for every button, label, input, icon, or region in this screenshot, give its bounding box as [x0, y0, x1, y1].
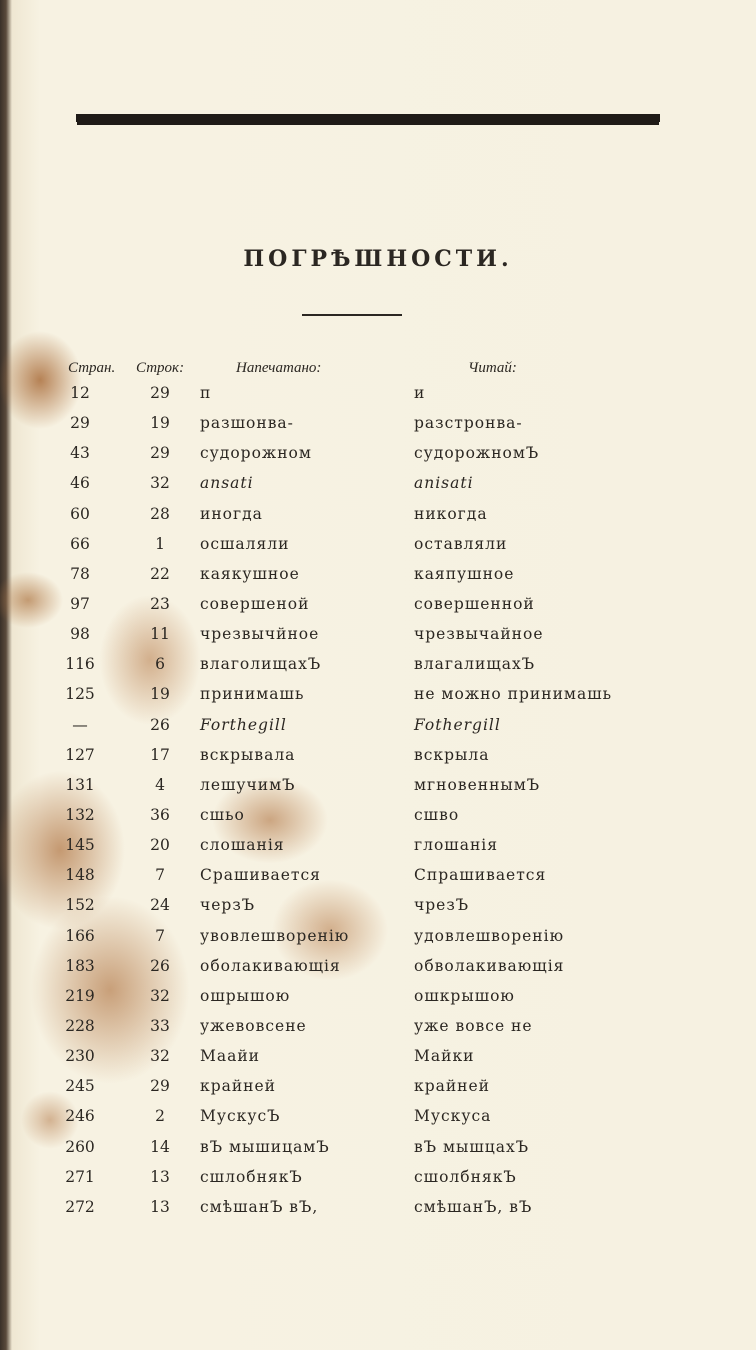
errata-row	[0, 862, 756, 892]
errata-row	[0, 742, 756, 772]
errata-row	[0, 591, 756, 621]
printed-text: оболакивающія	[200, 956, 341, 975]
corrected-text: чрезЪ	[414, 896, 470, 915]
line-number: 2	[155, 1107, 165, 1126]
line-number: 23	[150, 594, 170, 613]
errata-row	[0, 983, 756, 1013]
corrected-text: вЪ мышцахЪ	[414, 1137, 530, 1156]
top-double-rule	[76, 114, 660, 122]
header-read: Читай:	[468, 360, 517, 376]
printed-text: ошрышою	[200, 986, 291, 1005]
printed-text: смѣшанЪ вЪ,	[200, 1197, 319, 1216]
page-number: 219	[65, 986, 95, 1005]
line-number: 29	[150, 444, 170, 463]
corrected-text: Мускуса	[414, 1107, 492, 1126]
errata-row	[0, 651, 756, 681]
line-number: 13	[150, 1167, 170, 1186]
page-number: 148	[65, 866, 95, 885]
printed-text: Маайи	[200, 1047, 261, 1066]
errata-row	[0, 1134, 756, 1164]
corrected-text: мгновеннымЪ	[414, 775, 541, 794]
errata-row	[0, 440, 756, 470]
errata-row	[0, 892, 756, 922]
errata-row	[0, 772, 756, 802]
title-divider	[302, 314, 402, 316]
page-number: 97	[70, 594, 90, 613]
corrected-text: вскрыла	[414, 745, 490, 764]
printed-text: каякушное	[200, 564, 300, 583]
corrected-text: никогда	[414, 504, 488, 523]
errata-row	[0, 1103, 756, 1133]
line-number: 19	[150, 414, 170, 433]
errata-row	[0, 1043, 756, 1073]
page-number: 12	[70, 384, 90, 402]
page-number: 78	[70, 564, 90, 583]
printed-text: чрезвычйное	[200, 625, 320, 644]
printed-text: совершеной	[200, 594, 310, 613]
page-number: 272	[65, 1197, 95, 1216]
printed-text: Срашивается	[200, 866, 321, 885]
page-number: 145	[65, 836, 95, 855]
printed-text: влаголищахЪ	[200, 655, 322, 674]
page-number: 228	[65, 1016, 95, 1035]
line-number: 36	[150, 805, 170, 824]
line-number: 19	[150, 685, 170, 704]
page-number: 166	[65, 926, 95, 945]
printed-text: МускусЪ	[200, 1107, 281, 1126]
errata-row	[0, 561, 756, 591]
line-number: 13	[150, 1197, 170, 1216]
page-number: 245	[65, 1077, 95, 1096]
line-number: 24	[150, 896, 170, 915]
header-printed: Напечатано:	[236, 360, 322, 376]
line-number: 17	[150, 745, 170, 764]
line-number: 20	[150, 836, 170, 855]
printed-text: иногда	[200, 504, 263, 523]
printed-text: принимашь	[200, 685, 305, 704]
corrected-text: уже вовсе не	[414, 1016, 533, 1035]
page-number: 183	[65, 956, 95, 975]
printed-text: судорожном	[200, 444, 312, 463]
page-number: 66	[70, 534, 90, 553]
page-number: 260	[65, 1137, 95, 1156]
printed-text: сшьо	[200, 805, 245, 824]
errata-row	[0, 1164, 756, 1194]
line-number: 26	[150, 715, 170, 734]
corrected-text: совершенной	[414, 594, 535, 613]
printed-text: Forthegill	[200, 715, 287, 734]
corrected-text: крайней	[414, 1077, 491, 1096]
corrected-text: влагалищахЪ	[414, 655, 536, 674]
line-number: 29	[150, 384, 170, 402]
errata-row	[0, 681, 756, 711]
corrected-text: не можно принимашь	[414, 685, 613, 704]
printed-text: слошанія	[200, 836, 285, 855]
corrected-text: разстронва-	[414, 414, 523, 433]
line-number: 33	[150, 1016, 170, 1035]
line-number: 7	[155, 866, 165, 885]
corrected-text: Спрашивается	[414, 866, 547, 885]
printed-text: ужевовсене	[200, 1016, 307, 1035]
corrected-text: сшолбнякЪ	[414, 1167, 517, 1186]
printed-text: сшлобнякЪ	[200, 1167, 303, 1186]
page-title: ПОГРѢШНОСТИ.	[243, 246, 513, 272]
printed-text: ansati	[200, 474, 254, 493]
line-number: 7	[155, 926, 165, 945]
corrected-text: обволакивающія	[414, 956, 565, 975]
errata-row	[0, 470, 756, 500]
printed-text: крайней	[200, 1077, 277, 1096]
errata-row	[0, 1073, 756, 1103]
corrected-text: удовлешворенію	[414, 926, 565, 945]
corrected-text: каяпушное	[414, 564, 515, 583]
errata-row	[0, 380, 756, 410]
corrected-text: глошанія	[414, 836, 499, 855]
page-number: 98	[70, 625, 90, 644]
corrected-text: ошкрышою	[414, 986, 515, 1005]
printed-text: лешучимЪ	[200, 775, 296, 794]
header-line: Строк:	[136, 360, 185, 376]
line-number: 4	[155, 775, 165, 794]
page-number: 131	[65, 775, 95, 794]
page-number: 125	[65, 685, 95, 704]
printed-text: вскрывала	[200, 745, 296, 764]
corrected-text: чрезвычайное	[414, 625, 544, 644]
page-number: 127	[65, 745, 95, 764]
corrected-text: судорожномЪ	[414, 444, 540, 463]
errata-row	[0, 923, 756, 953]
page-number: 43	[70, 444, 90, 463]
line-number: 32	[150, 474, 170, 493]
errata-row	[0, 953, 756, 983]
line-number: 29	[150, 1077, 170, 1096]
page-number: 116	[65, 655, 95, 674]
page-number: 132	[65, 805, 95, 824]
corrected-text: оставляли	[414, 534, 508, 553]
errata-row	[0, 410, 756, 440]
corrected-text: Майки	[414, 1047, 475, 1066]
errata-row	[0, 531, 756, 561]
line-number: 1	[155, 534, 165, 553]
corrected-text: anisati	[414, 474, 474, 493]
line-number: 32	[150, 986, 170, 1005]
line-number: 14	[150, 1137, 170, 1156]
corrected-text: и	[414, 384, 426, 402]
printed-text: осшаляли	[200, 534, 290, 553]
printed-text: п	[200, 384, 212, 402]
page-number: 152	[65, 896, 95, 915]
page-number: 60	[70, 504, 90, 523]
printed-text: увовлешворенію	[200, 926, 350, 945]
page-number: 29	[70, 414, 90, 433]
corrected-text: Fothergill	[414, 715, 501, 734]
printed-text: разшонва-	[200, 414, 294, 433]
page-number: 271	[65, 1167, 95, 1186]
printed-text: черзЪ	[200, 896, 256, 915]
line-number: 26	[150, 956, 170, 975]
printed-text: вЪ мышицамЪ	[200, 1137, 330, 1156]
corrected-text: сшво	[414, 805, 460, 824]
errata-row	[0, 1194, 756, 1224]
page-number: 246	[65, 1107, 95, 1126]
page-number: —	[72, 715, 88, 734]
errata-row	[0, 802, 756, 832]
line-number: 32	[150, 1047, 170, 1066]
corrected-text: смѣшанЪ, вЪ	[414, 1197, 533, 1216]
line-number: 22	[150, 564, 170, 583]
errata-row	[0, 621, 756, 651]
errata-row	[0, 712, 756, 742]
page-number: 230	[65, 1047, 95, 1066]
line-number: 28	[150, 504, 170, 523]
header-page: Стран.	[68, 360, 116, 376]
errata-row	[0, 501, 756, 531]
line-number: 11	[150, 625, 170, 644]
errata-table	[0, 380, 756, 1224]
errata-row	[0, 1013, 756, 1043]
errata-row	[0, 832, 756, 862]
line-number: 6	[155, 655, 165, 674]
page-number: 46	[70, 474, 90, 493]
